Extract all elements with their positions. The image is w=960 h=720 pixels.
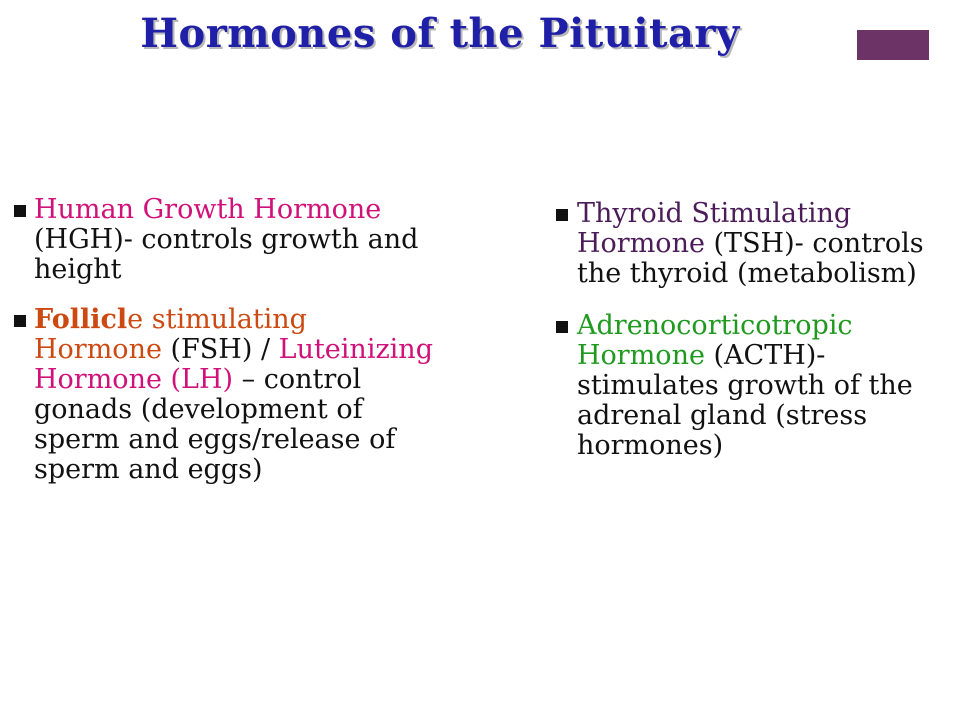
square-bullet-icon [14, 205, 26, 217]
hormone-description: – control gonads (development of sperm and eggs/release of sperm and eggs) [34, 364, 396, 485]
list-item-tsh [556, 199, 946, 289]
square-bullet-icon [556, 321, 568, 333]
list-item-fsh-lh [14, 305, 434, 485]
hormone-name: Thyroid Stimulating Hormone [577, 198, 852, 259]
hormone-abbrev: (FSH) / [161, 334, 279, 365]
hormone-name-bold: Follicl [34, 304, 128, 335]
hormone-description: (ACTH)- stimulates growth of the adrenal gland (stress hormones) [577, 340, 913, 461]
list-item-acth [556, 311, 946, 461]
left-column [14, 195, 434, 505]
hormone-name: e stimulating Hormone [34, 304, 307, 365]
accent-box [857, 30, 929, 60]
hormone-description: (HGH)- controls growth and height [34, 224, 419, 285]
list-item-hgh [14, 195, 434, 285]
square-bullet-icon [556, 209, 568, 221]
hormone-name: Human Growth Hormone [34, 194, 382, 225]
hormone-name: Adrenocorticotropic Hormone [577, 310, 853, 371]
square-bullet-icon [14, 315, 26, 327]
hormone-name-secondary: Luteinizing Hormone (LH) [34, 334, 433, 395]
slide-title: Hormones of the Pituitary [140, 10, 740, 57]
hormone-description: (TSH)- controls the thyroid (metabolism) [577, 228, 924, 289]
right-column [556, 199, 946, 483]
